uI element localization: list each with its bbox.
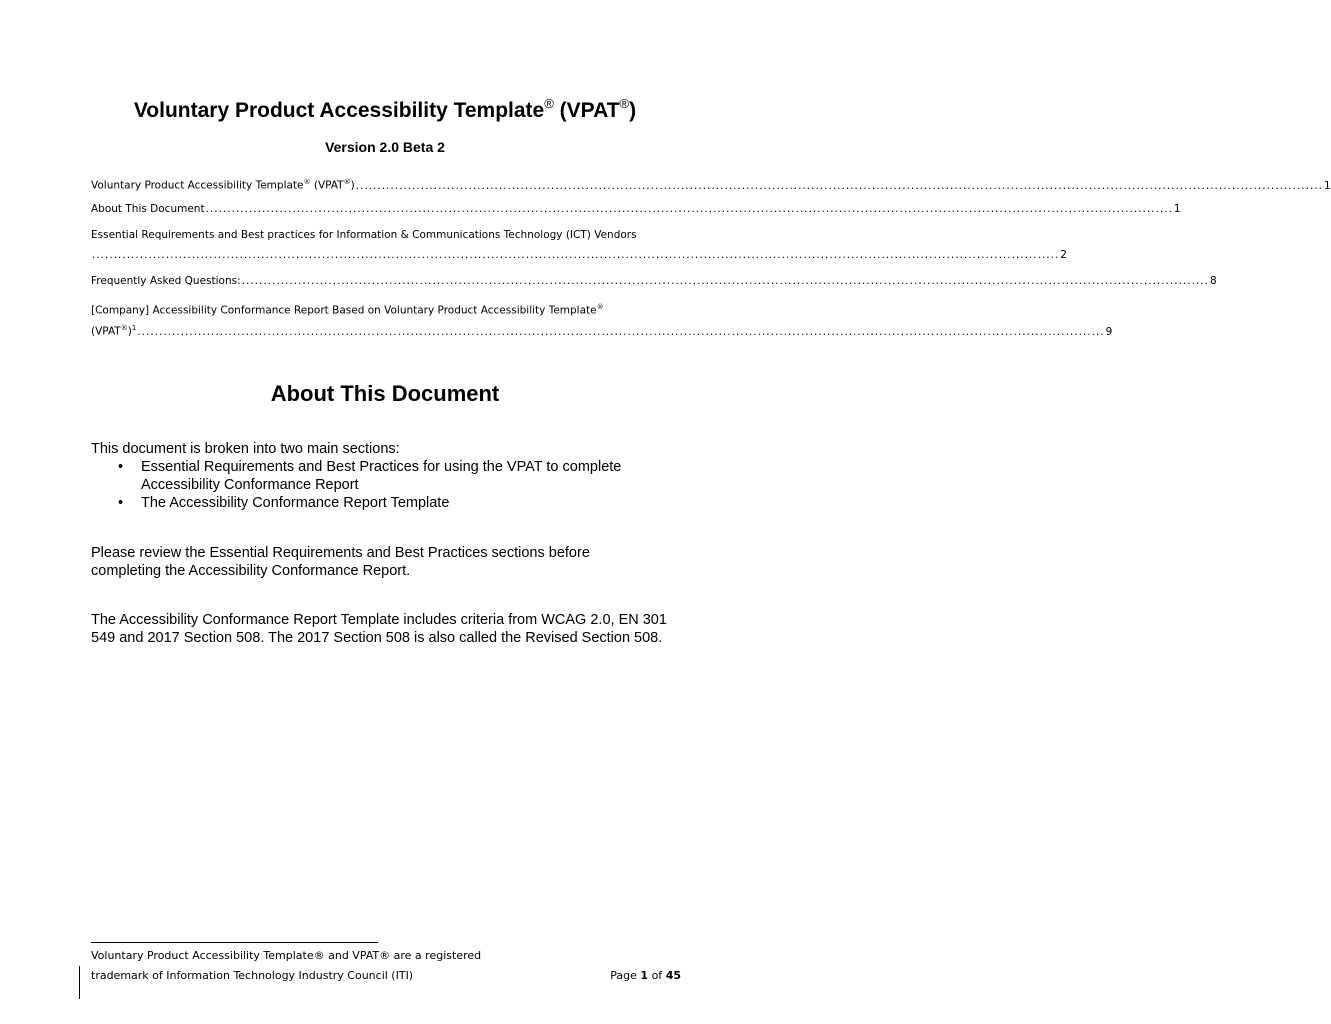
title-main: Voluntary Product Accessibility Template bbox=[133, 99, 545, 122]
toc-entry-text: (VPAT®)$^1$ bbox=[91, 324, 137, 338]
toc-page-number: 1 bbox=[1323, 179, 1331, 192]
toc-entry-text: Frequently Asked Questions: bbox=[91, 275, 241, 287]
toc-leader: ............................................................................................................................................................................................................................... bbox=[205, 203, 1173, 215]
paragraph-template: The Accessibility Conformance Report Template includes criteria from WCAG 2.0, EN 301 549 and 2017 Section 508. The 2017 Section 508 is also called the Revised Section 508. bbox=[91, 612, 667, 646]
section-heading: About This Document bbox=[270, 381, 500, 406]
toc-entry-2[interactable] bbox=[91, 202, 1181, 216]
footnote-line-1: Voluntary Product Accessibility Template® and VPAT® are a registered bbox=[91, 949, 482, 962]
intro-text: This document is broken into two main sections: bbox=[91, 441, 400, 457]
toc-entry-4[interactable] bbox=[91, 274, 1217, 288]
footnote-divider bbox=[91, 942, 378, 943]
paragraph-review: Please review the Essential Requirements and Best Practices sections before completing the Accessibility Conformance Report. bbox=[91, 545, 590, 579]
page-number: Page 1 of 45 bbox=[610, 969, 681, 982]
toc-page-number: 1 bbox=[1173, 203, 1181, 215]
footnote-line-2: trademark of Information Technology Industry Council (ITI) bbox=[91, 969, 414, 982]
toc-entry-5[interactable] bbox=[91, 321, 1113, 339]
title-vpat: (VPAT bbox=[553, 99, 620, 122]
document-title bbox=[0, 88, 770, 128]
toc-entry-1[interactable] bbox=[91, 175, 1331, 193]
version-label: Version 2.0 Beta 2 bbox=[325, 139, 445, 155]
title-close: ) bbox=[629, 99, 637, 122]
toc-entry-3[interactable] bbox=[91, 248, 1067, 262]
toc-leader: ............................................................................................................................................................................................................................... bbox=[241, 275, 1209, 287]
toc-entry-5-text[interactable]: [Company] Accessibility Conformance Report Based on Voluntary Product Accessibility Template® bbox=[91, 303, 604, 317]
bullet-icon: • bbox=[118, 495, 124, 511]
margin-bar bbox=[79, 966, 80, 999]
title-registered-mark: ® bbox=[544, 96, 554, 111]
toc-entry-3-text[interactable]: Essential Requirements and Best practices for Information & Communications Technology (ICT) Vendors bbox=[91, 229, 637, 241]
footnote bbox=[91, 946, 551, 986]
toc-page-number: 8 bbox=[1209, 275, 1217, 287]
list-item: • Essential Requirements and Best Practices for using the VPAT to complete Accessibility Conformance Report bbox=[118, 459, 622, 493]
toc-leader: ............................................................................................................................................................................................................................... bbox=[92, 249, 1060, 261]
toc-leader: ............................................................................................................................................................................................................................... bbox=[355, 179, 1323, 192]
toc-entry-text: Voluntary Product Accessibility Template® (VPAT®) bbox=[91, 178, 355, 192]
list-item: • The Accessibility Conformance Report Template bbox=[118, 495, 450, 511]
bullet-icon: • bbox=[118, 459, 124, 475]
title-registered-mark-2: ® bbox=[619, 96, 630, 111]
toc-leader: ............................................................................................................................................................................................................................... bbox=[137, 325, 1105, 338]
toc-entry-text: About This Document bbox=[91, 203, 205, 215]
toc-page-number: 2 bbox=[1060, 249, 1067, 261]
toc-page-number: 9 bbox=[1105, 325, 1113, 338]
bullet-list bbox=[91, 458, 691, 512]
footnote-ref: 1 bbox=[131, 324, 137, 332]
